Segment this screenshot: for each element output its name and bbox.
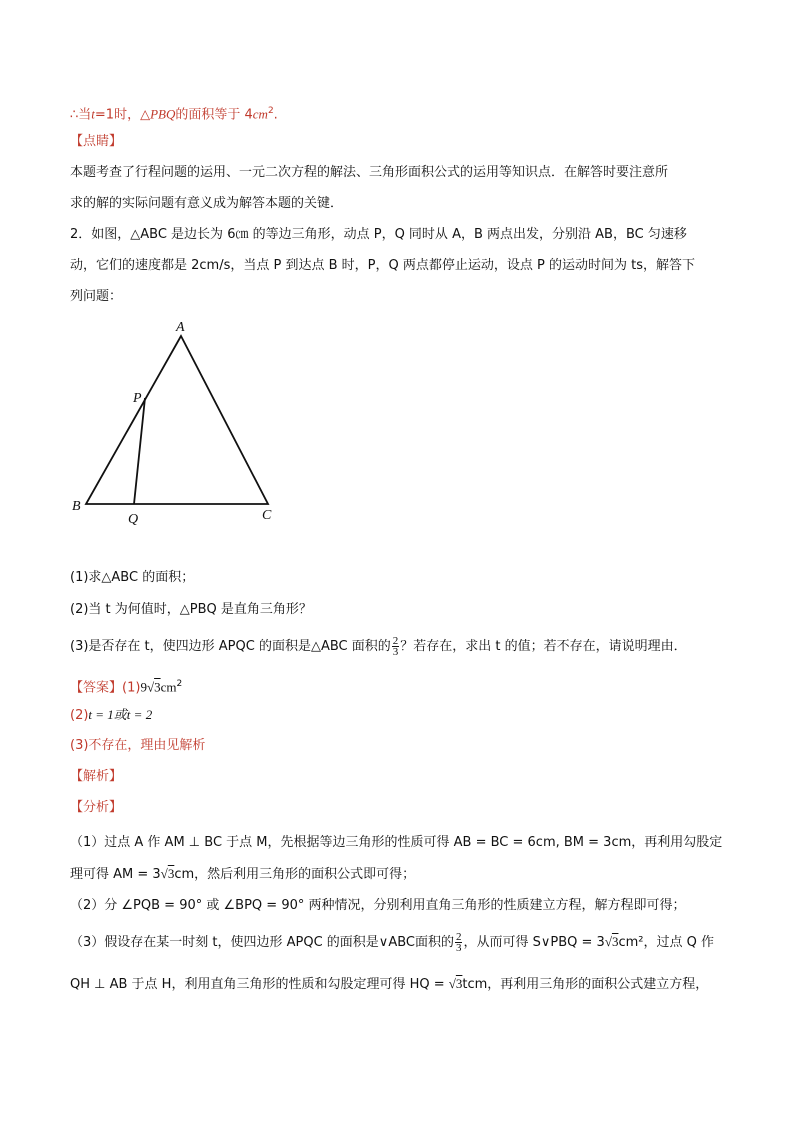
conclusion-cm: cm — [252, 106, 268, 122]
conclusion-triangle: △ — [140, 107, 151, 123]
analysis-3a-end: cm²，过点 Q 作 — [618, 935, 714, 950]
problem-line-1: 2．如图，△ABC 是边长为 6㎝ 的等边三角形，动点 P，Q 同时从 A，B 两点出发，分别沿 AB，BC 匀速移 — [70, 227, 687, 242]
analysis-3a-radicand: 3 — [611, 934, 619, 949]
analysis-1b-radicand: 3 — [167, 866, 175, 881]
problem-line-2: 动，它们的速度都是 2cm/s，当点 P 到达点 B 时，P，Q 两点都停止运动，设点 P 的运动时间为 ts，解答下 — [70, 258, 695, 273]
label-a: A — [176, 320, 185, 335]
question-3-start: (3)是否存在 t，使四边形 APQC 的面积是△ABC 面积的 — [70, 639, 391, 654]
label-b: B — [72, 499, 81, 514]
answer-2-value: t = 1或t = 2 — [88, 707, 153, 722]
dianjing-line-2: 求的解的实际问题有意义成为解答本题的关键． — [70, 196, 344, 211]
conclusion-pbq: PBQ — [150, 106, 176, 122]
conclusion-prefix: ∴当 — [70, 107, 92, 123]
label-c: C — [262, 508, 272, 523]
answer-1-value: 9 — [140, 679, 147, 695]
label-q: Q — [128, 512, 139, 527]
answer-line-2 — [70, 706, 152, 725]
segment-pq — [134, 398, 145, 504]
answer-1-label: (1) — [122, 680, 141, 696]
analysis-3a-mid: ，从而可得 S∨PBQ = 3 — [463, 935, 605, 950]
analysis-3b-radicand: 3 — [455, 976, 463, 991]
analysis-1b: 理可得 AM = 3√3cm，然后利用三角形的面积公式即可得； — [70, 866, 416, 882]
answer-heading: 【答案】 — [70, 680, 123, 696]
dianjing-line-1: 本题考查了行程问题的运用、一元二次方程的解法、三角形面积公式的运用等知识点．在解答时要注意所 — [70, 165, 669, 180]
fraction-denominator: 3 — [392, 646, 399, 658]
analysis-1a: （1）过点 A 作 AM ⊥ BC 于点 M，先根据等边三角形的性质可得 AB = BC = 6cm, BM = 3cm，再利用勾股定 — [70, 835, 723, 850]
problem-line-3: 列问题： — [70, 289, 123, 304]
analysis-2: （2）分 ∠PQB = 90° 或 ∠BPQ = 90° 两种情况，分别利用直角三角形的性质建立方程，解方程即可得； — [70, 898, 686, 913]
conclusion-line — [70, 102, 278, 124]
answer-1-sup: 2 — [176, 679, 183, 689]
conclusion-eq: =1时， — [94, 107, 141, 123]
answer-1-unit: cm — [160, 679, 177, 695]
triangle-abc — [86, 336, 268, 504]
jiexi-heading: 【解析】 — [70, 769, 123, 784]
analysis-3b-start: QH ⊥ AB 于点 H，利用直角三角形的性质和勾股定理可得 HQ = — [70, 977, 449, 992]
fraction-denominator: 3 — [455, 942, 462, 954]
analysis-1b-start: 理可得 AM = 3 — [70, 867, 161, 882]
answer-1-radicand: 3 — [154, 679, 161, 695]
conclusion-middle: 的面积等于 4 — [175, 107, 253, 123]
analysis-1b-end: cm，然后利用三角形的面积公式即可得； — [174, 867, 416, 882]
analysis-3a-start: （3）假设存在某一时刻 t，使四边形 APQC 的面积是∨ABC面积的 — [70, 935, 454, 950]
question-3-end: ？若存在，求出 t 的值；若不存在，请说明理由． — [400, 639, 687, 654]
dianjing-heading: 【点睛】 — [70, 134, 123, 149]
answer-2-label: (2) — [70, 708, 89, 723]
answer-line-3: (3)不存在，理由见解析 — [70, 738, 206, 753]
answer-line-1: 【答案】$(1)9√3cm^2$ — [70, 679, 183, 696]
question-3-fraction — [392, 636, 400, 657]
triangle-figure — [60, 312, 290, 532]
label-p: P — [133, 391, 142, 406]
analysis-3a-fraction — [455, 932, 463, 953]
conclusion-t: t — [91, 106, 95, 122]
fraction-numerator: 2 — [392, 635, 399, 647]
question-3 — [70, 636, 687, 657]
conclusion-end: . — [273, 107, 278, 123]
analysis-3a: （3）假设存在某一时刻 t，使四边形 APQC 的面积是∨ABC面积的 $\frac{2}{3}$ ，从而可得 S∨PBQ = 3√3cm²，过点 Q 作 — [70, 931, 714, 954]
analysis-3b: QH ⊥ AB 于点 H，利用直角三角形的性质和勾股定理可得 HQ = √3tcm，再利用三角形的面积公式建立方程， — [70, 976, 709, 992]
fraction-numerator: 2 — [455, 931, 462, 943]
analysis-3b-end: tcm，再利用三角形的面积公式建立方程， — [462, 977, 709, 992]
fenxi-heading: 【分析】 — [70, 800, 123, 815]
question-2: (2)当 t 为何值时，△PBQ 是直角三角形？ — [70, 602, 312, 617]
question-1: (1)求△ABC 的面积； — [70, 570, 195, 585]
conclusion-sup: 2 — [267, 106, 274, 116]
